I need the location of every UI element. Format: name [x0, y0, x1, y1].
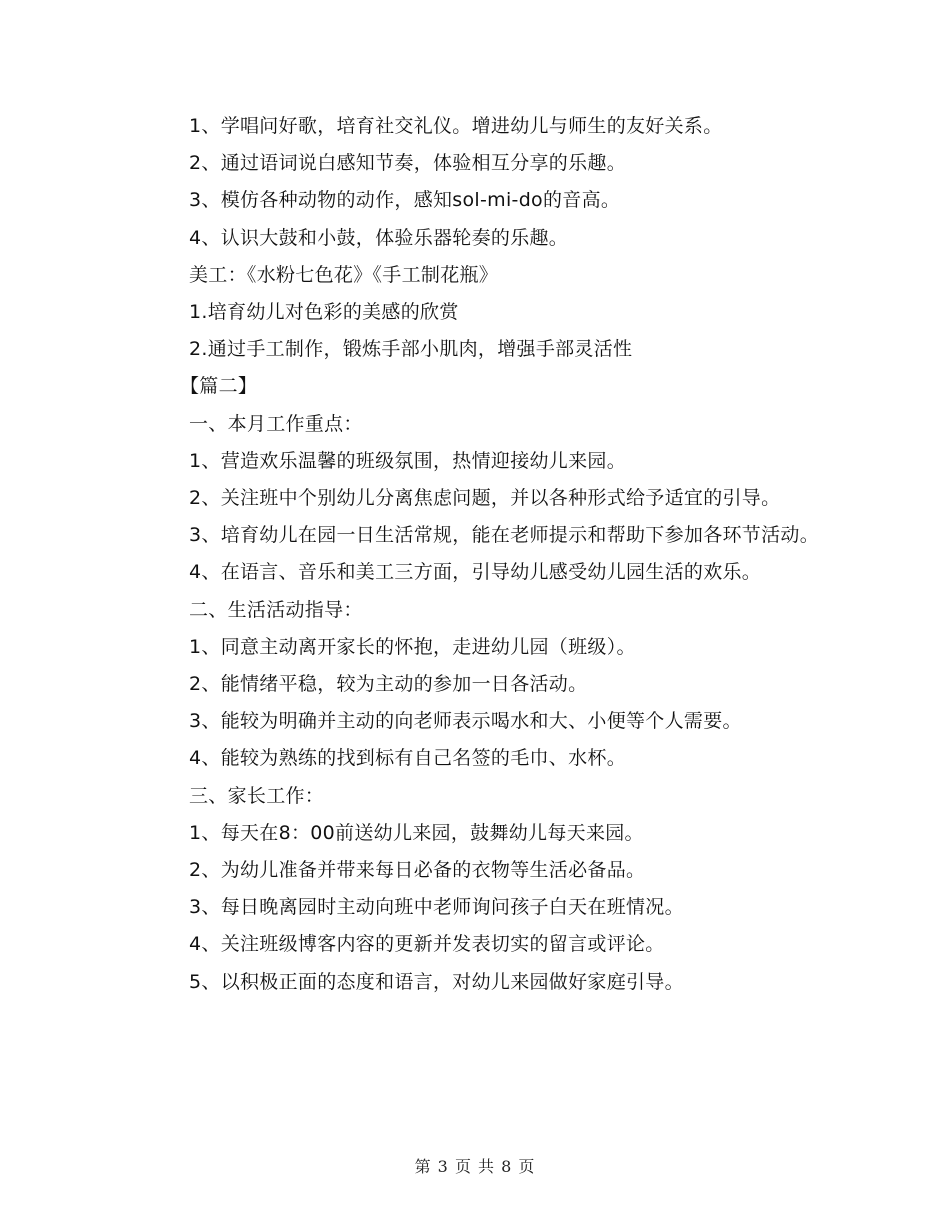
paragraph: 5、以积极正面的态度和语言，对幼儿来园做好家庭引导。 [189, 970, 684, 993]
paragraph: 2、能情绪平稳，较为主动的参加一日各活动。 [189, 673, 588, 696]
paragraph: 3、能较为明确并主动的向老师表示喝水和大、小便等个人需要。 [189, 710, 742, 733]
paragraph: 4、关注班级博客内容的更新并发表切实的留言或评论。 [189, 933, 665, 956]
paragraph: 1、营造欢乐温馨的班级氛围，热情迎接幼儿来园。 [189, 449, 626, 472]
paragraph: 美工：《水粉七色花》《手工制花瓶》 [189, 263, 499, 286]
paragraph: 1、每天在8：00前送幼儿来园，鼓舞幼儿每天来园。 [189, 821, 644, 844]
section-heading: 【篇二】 [180, 375, 258, 398]
paragraph: 2、通过语词说白感知节奏，体验相互分享的乐趣。 [189, 152, 626, 175]
paragraph: 4、认识大鼓和小鼓，体验乐器轮奏的乐趣。 [189, 226, 569, 249]
paragraph: 3、培育幼儿在园一日生活常规，能在老师提示和帮助下参加各环节活动。 [189, 524, 819, 547]
paragraph: 4、在语言、音乐和美工三方面，引导幼儿感受幼儿园生活的欢乐。 [189, 561, 762, 584]
section-subheading: 二、生活活动指导： [189, 598, 363, 621]
page-number-footer: 第 3 页 共 8 页 [414, 1157, 536, 1176]
section-subheading: 一、本月工作重点： [189, 412, 363, 435]
paragraph: 1、同意主动离开家长的怀抱，走进幼儿园（班级）。 [189, 635, 636, 658]
paragraph: 1.培育幼儿对色彩的美感的欣赏 [189, 301, 459, 324]
paragraph: 1、学唱问好歌，培育社交礼仪。增进幼儿与师生的友好关系。 [189, 115, 723, 137]
document-body [142, 108, 827, 1001]
paragraph: 2、关注班中个别幼儿分离焦虑问题，并以各种形式给予适宜的引导。 [189, 487, 781, 510]
paragraph: 4、能较为熟练的找到标有自己名签的毛巾、水杯。 [189, 747, 626, 770]
paragraph: 3、每日晚离园时主动向班中老师询问孩子白天在班情况。 [189, 896, 684, 919]
paragraph: 2.通过手工制作，锻炼手部小肌肉，增强手部灵活性 [189, 338, 633, 361]
paragraph: 2、为幼儿准备并带来每日必备的衣物等生活必备品。 [189, 859, 646, 882]
section-subheading: 三、家长工作： [189, 784, 325, 807]
paragraph: 3、模仿各种动物的动作，感知sol-mi-do的音高。 [189, 189, 621, 212]
